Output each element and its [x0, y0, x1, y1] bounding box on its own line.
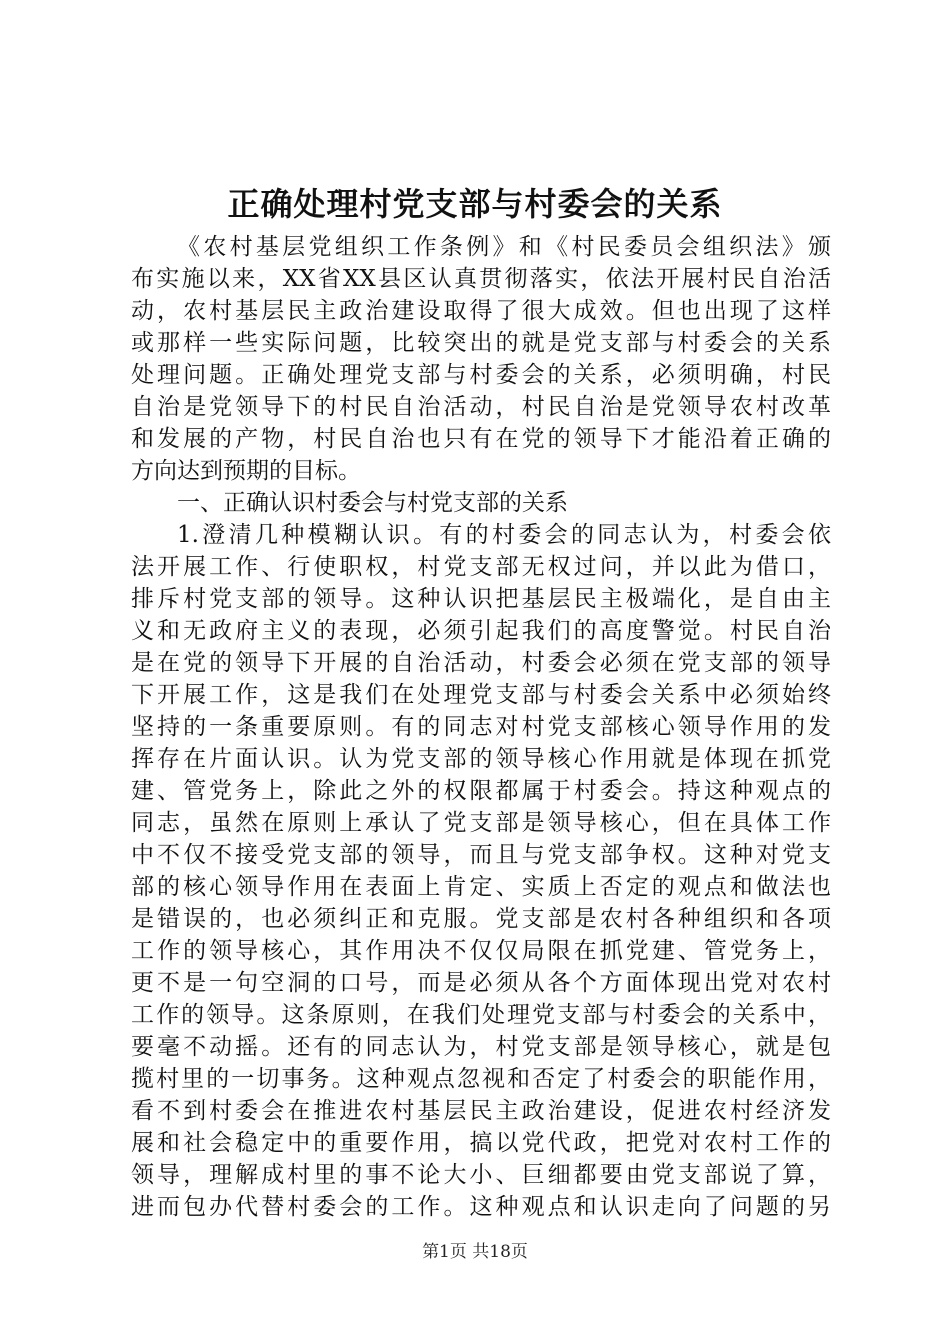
paragraph-line: 坚持的一条重要原则。有的同志对村党支部核心领导作用的发 — [131, 714, 831, 740]
paragraph-line: 更不是一句空洞的口号，而是必须从各个方面体现出党对农村 — [131, 970, 831, 996]
page-footer: 第1页 共18页 — [422, 1242, 528, 1262]
paragraph-line: 或那样一些实际问题，比较突出的就是党支部与村委会的关系 — [131, 330, 831, 356]
paragraph-line: 义和无政府主义的表现，必须引起我们的高度警觉。村民自治 — [131, 618, 831, 644]
paragraph-line: 是错误的，也必须纠正和克服。党支部是农村各种组织和各项 — [131, 906, 831, 932]
document-body — [131, 231, 831, 1223]
paragraph-line: 看不到村委会在推进农村基层民主政治建设，促进农村经济发 — [131, 1098, 831, 1124]
paragraph-line: 方向达到预期的目标。 — [131, 458, 361, 484]
paragraph-line: 工作的领导。这条原则，在我们处理党支部与村委会的关系中， — [131, 1002, 831, 1028]
paragraph-line: 排斥村党支部的领导。这种认识把基层民主极端化，是自由主 — [131, 586, 831, 612]
paragraph-line: 建、管党务上，除此之外的权限都属于村委会。持这种观点的 — [131, 778, 831, 804]
paragraph-line: 布实施以来，XX省XX县区认真贯彻落实，依法开展村民自治活 — [131, 266, 831, 292]
paragraph-line: 处理问题。正确处理党支部与村委会的关系，必须明确，村民 — [131, 362, 831, 388]
paragraph-line: 1.澄清几种模糊认识。有的村委会的同志认为，村委会依 — [177, 522, 831, 548]
paragraph-line: 进而包办代替村委会的工作。这种观点和认识走向了问题的另 — [131, 1194, 831, 1220]
paragraph-line: 领导，理解成村里的事不论大小、巨细都要由党支部说了算， — [131, 1162, 831, 1188]
paragraph-line: 展和社会稳定中的重要作用，搞以党代政，把党对农村工作的 — [131, 1130, 831, 1156]
paragraph-line: 法开展工作、行使职权，村党支部无权过问，并以此为借口， — [131, 554, 831, 580]
paragraph-line: 动，农村基层民主政治建设取得了很大成效。但也出现了这样 — [131, 298, 831, 324]
paragraph-line: 部的核心领导作用在表面上肯定、实质上否定的观点和做法也 — [131, 874, 831, 900]
paragraph-line: 和发展的产物，村民自治也只有在党的领导下才能沿着正确的 — [131, 426, 831, 452]
paragraph-line: 下开展工作，这是我们在处理党支部与村委会关系中必须始终 — [131, 682, 831, 708]
paragraph-line: 挥存在片面认识。认为党支部的领导核心作用就是体现在抓党 — [131, 746, 831, 772]
paragraph-line: 要毫不动摇。还有的同志认为，村党支部是领导核心，就是包 — [131, 1034, 831, 1060]
paragraph-line: 揽村里的一切事务。这种观点忽视和否定了村委会的职能作用， — [131, 1066, 831, 1092]
paragraph-line: 中不仅不接受党支部的领导，而且与党支部争权。这种对党支 — [131, 842, 831, 868]
paragraph-line: 是在党的领导下开展的自治活动，村委会必须在党支部的领导 — [131, 650, 831, 676]
section-heading: 一、正确认识村委会与村党支部的关系 — [177, 490, 568, 516]
paragraph-line: 工作的领导核心，其作用决不仅仅局限在抓党建、管党务上， — [131, 938, 831, 964]
document-title: 正确处理村党支部与村委会的关系 — [227, 185, 723, 223]
paragraph-line: 自治是党领导下的村民自治活动，村民自治是党领导农村改革 — [131, 394, 831, 420]
paragraph-line: 《农村基层党组织工作条例》和《村民委员会组织法》颁 — [177, 234, 831, 260]
paragraph-line: 同志，虽然在原则上承认了党支部是领导核心，但在具体工作 — [131, 810, 831, 836]
